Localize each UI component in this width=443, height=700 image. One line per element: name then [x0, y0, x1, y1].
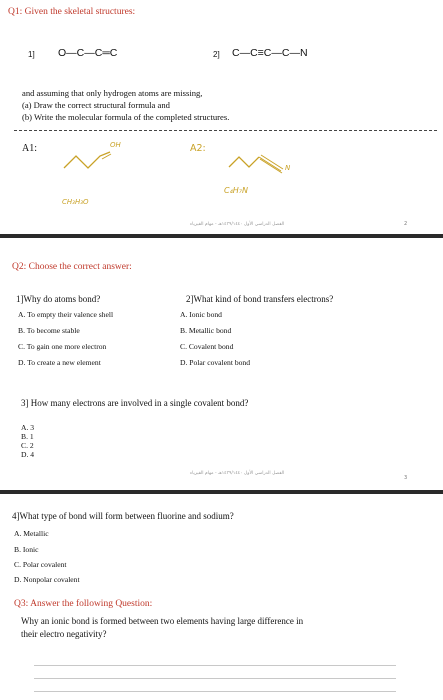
answer-1-formula: CH₃H₃O	[62, 198, 89, 206]
question-4-option-b[interactable]: B. Ionic	[14, 545, 39, 554]
question-3-text: 3] How many electrons are involved in a single covalent bond?	[21, 398, 249, 408]
question-1-text: 1]Why do atoms bond?	[16, 294, 101, 304]
question-4-text: 4]What type of bond will form between fluorine and sodium?	[12, 511, 234, 521]
question-1-option-c[interactable]: C. To gain one more electron	[18, 342, 107, 351]
part-a: (a) Draw the correct structural formula and	[22, 100, 170, 110]
instruction-line: and assuming that only hydrogen atoms are missing,	[22, 88, 203, 98]
question-2-option-b[interactable]: B. Metallic bond	[180, 326, 232, 335]
question-3-option-d[interactable]: D. 4	[21, 450, 35, 459]
answer-line-2[interactable]	[34, 678, 396, 679]
answer-1-oh: OH	[110, 141, 121, 149]
q1-title: Q1: Given the skeletal structures:	[8, 7, 136, 17]
page-2	[0, 238, 443, 490]
answer-2-drawing	[225, 145, 297, 179]
question-4-option-a[interactable]: A. Metallic	[14, 529, 49, 538]
page-1	[0, 0, 443, 234]
question-4-option-d[interactable]: D. Nonpolar covalent	[14, 575, 80, 584]
structure-1-number: 1]	[28, 50, 35, 59]
answer-line-1[interactable]	[34, 665, 396, 666]
question-1-option-a[interactable]: A. To empty their valence shell	[18, 310, 114, 319]
question-2-text: 2]What kind of bond transfers electrons?	[186, 294, 334, 304]
question-2-option-a[interactable]: A. Ionic bond	[180, 310, 222, 319]
answer-2-label: A2:	[190, 143, 206, 154]
answer-2-n: N	[285, 164, 291, 172]
page-1-number: 2	[404, 221, 408, 227]
answer-line-3[interactable]	[34, 691, 396, 692]
structure-2-number: 2]	[213, 50, 220, 59]
q3-question-line-2: their electro negativity?	[21, 629, 107, 639]
part-b: (b) Write the molecular formula of the completed structures.	[22, 112, 230, 122]
question-1-option-b[interactable]: B. To become stable	[18, 326, 80, 335]
page-2-footer: الفصل الدراسي الأول ١٤٣٩/١٤٤٠هـ - مهام الفيزياء	[190, 471, 285, 476]
answer-2-formula: C₄H₇N	[224, 186, 248, 195]
question-2-option-d[interactable]: D. Polar covalent bond	[180, 358, 251, 367]
answer-1-label: A1:	[22, 143, 37, 154]
page-2-number: 3	[404, 475, 408, 481]
question-3-option-b[interactable]: B. 1	[21, 432, 34, 441]
structure-1-formula: O—C—C═C	[58, 47, 118, 59]
structure-2-formula: C—C≡C—C—N	[232, 47, 308, 59]
dashed-divider	[14, 130, 437, 131]
q2-title: Q2: Choose the correct answer:	[12, 262, 132, 272]
q3-question-line-1: Why an ionic bond is formed between two elements having large difference in	[21, 616, 304, 626]
question-1-option-d[interactable]: D. To create a new element	[18, 358, 101, 367]
page-3	[0, 494, 443, 700]
question-2-option-c[interactable]: C. Covalent bond	[180, 342, 234, 351]
question-4-option-c[interactable]: C. Polar covalent	[14, 560, 67, 569]
question-3-option-c[interactable]: C. 2	[21, 441, 34, 450]
q3-title: Q3: Answer the following Question:	[14, 599, 153, 609]
page-1-footer: الفصل الدراسي الأول ١٤٣٩/١٤٤٠هـ - مهام الفيزياء	[190, 222, 285, 227]
question-3-option-a[interactable]: A. 3	[21, 423, 35, 432]
